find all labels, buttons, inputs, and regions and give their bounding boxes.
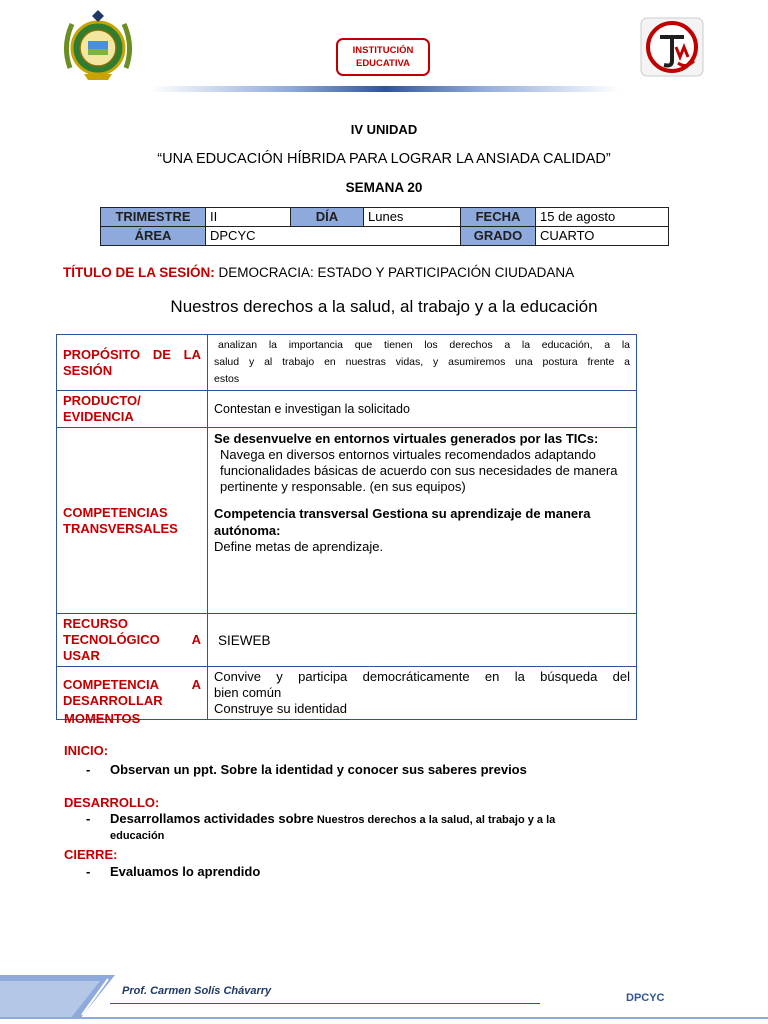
institution-box xyxy=(336,38,430,76)
cierre-label: CIERRE: xyxy=(64,847,118,862)
teacher-name: Prof. Carmen Solís Chávarry xyxy=(122,985,272,997)
footer-rule xyxy=(110,1003,540,1004)
desarrollo-item xyxy=(86,811,555,826)
producto-label-line2: EVIDENCIA xyxy=(63,409,134,424)
proposito-cell xyxy=(208,335,637,391)
dia-value: Lunes xyxy=(364,208,461,227)
inicio-dash: - xyxy=(86,762,91,777)
area-value: DPCYC xyxy=(206,227,461,246)
trimestre-value: II xyxy=(206,208,291,227)
cierre-text: Evaluamos lo aprendido xyxy=(110,864,261,879)
session-title-value: DEMOCRACIA: ESTADO Y PARTICIPACIÓN CIUDADANA xyxy=(214,265,575,280)
competencia-desarrollar-cell xyxy=(208,667,637,720)
proposito-line3: estos xyxy=(214,373,240,385)
institution-line1: INSTITUCIÓN xyxy=(352,45,414,56)
tics-description: Navega en diversos entornos virtuales recomendados adaptando funcionalidades básicas de acuerdo con sus necesidades de manera pertinente y responsable. (en sus equipos) xyxy=(220,447,618,494)
desarrollo-text-b: Nuestros derechos a la salud, al trabajo y a la xyxy=(313,814,556,826)
cierre-item xyxy=(86,864,260,879)
area-label: ÁREA xyxy=(101,227,206,246)
week-title: SEMANA 20 xyxy=(345,180,423,195)
tics-title: Se desenvuelve en entornos virtuales generados por las TICs: xyxy=(214,431,599,446)
header-divider xyxy=(150,86,620,92)
proposito-line2: salud y al trabajo en nuestras vidas, y asumiremos una postura frente a xyxy=(214,356,630,368)
institution-line2: EDUCATIVA xyxy=(355,58,410,69)
brand-monogram-logo xyxy=(640,17,704,77)
recurso-value: SIEWEB xyxy=(208,614,637,667)
grado-label: GRADO xyxy=(461,227,536,246)
inicio-item xyxy=(86,762,527,777)
footer-area: DPCYC xyxy=(626,992,665,1004)
desarrollo-text-c: educación xyxy=(110,830,165,842)
school-crest-logo xyxy=(60,8,136,84)
inicio-text: Observan un ppt. Sobre la identidad y conocer sus saberes previos xyxy=(110,762,527,777)
comp-trans-label-line2: TRANSVERSALES xyxy=(63,520,178,536)
fecha-label: FECHA xyxy=(461,208,536,227)
desarrollo-dash: - xyxy=(86,811,91,826)
inicio-label: INICIO: xyxy=(64,743,109,758)
desarrollo-text-a: Desarrollamos actividades sobre xyxy=(110,811,314,826)
recurso-label: RECURSO TECNOLÓGICO A USAR xyxy=(57,614,208,667)
session-subtitle: Nuestros derechos a la salud, al trabajo y a la educación xyxy=(170,297,598,316)
comp-des-line3: Construye su identidad xyxy=(214,701,347,716)
footer-decoration xyxy=(0,975,115,1019)
session-title-line xyxy=(63,265,574,280)
motto-title: “UNA EDUCACIÓN HÍBRIDA PARA LOGRAR LA ANSIADA CALIDAD” xyxy=(157,151,611,167)
cierre-dash: - xyxy=(86,864,91,879)
proposito-label: PROPÓSITO DE LA SESIÓN xyxy=(57,335,208,391)
footer-bottom-rule xyxy=(0,1017,768,1019)
session-plan-table xyxy=(56,334,637,720)
momentos-title: MOMENTOS xyxy=(64,711,141,726)
producto-label xyxy=(57,391,208,428)
trimestre-label: TRIMESTRE xyxy=(101,208,206,227)
session-title-colon: : xyxy=(210,265,215,280)
proposito-line1: analizan la importancia que tienen los derechos a la educación, a la xyxy=(218,339,630,351)
comp-des-line1: Convive y participa democráticamente en la búsqueda del xyxy=(214,669,630,684)
dia-label: DÍA xyxy=(291,208,364,227)
producto-value: Contestan e investigan la solicitado xyxy=(208,391,637,428)
competencia-desarrollar-label: COMPETENCIA A DESARROLLAR xyxy=(57,667,208,720)
fecha-value: 15 de agosto xyxy=(536,208,669,227)
gestiona-title: Competencia transversal Gestiona su aprendizaje de manera autónoma: xyxy=(214,506,591,538)
info-table xyxy=(100,207,669,246)
comp-des-line2: bien común xyxy=(214,685,282,700)
competencias-transversales-cell xyxy=(208,428,637,614)
desarrollo-label: DESARROLLO: xyxy=(64,795,160,810)
comp-trans-label-line1: COMPETENCIAS xyxy=(63,504,168,520)
grado-value: CUARTO xyxy=(536,227,669,246)
unit-title: IV UNIDAD xyxy=(350,122,418,137)
session-title-label: TÍTULO DE LA SESIÓN xyxy=(63,265,211,280)
producto-label-line1: PRODUCTO/ xyxy=(63,393,141,408)
competencias-transversales-label xyxy=(57,428,208,614)
gestiona-description: Define metas de aprendizaje. xyxy=(214,539,384,554)
